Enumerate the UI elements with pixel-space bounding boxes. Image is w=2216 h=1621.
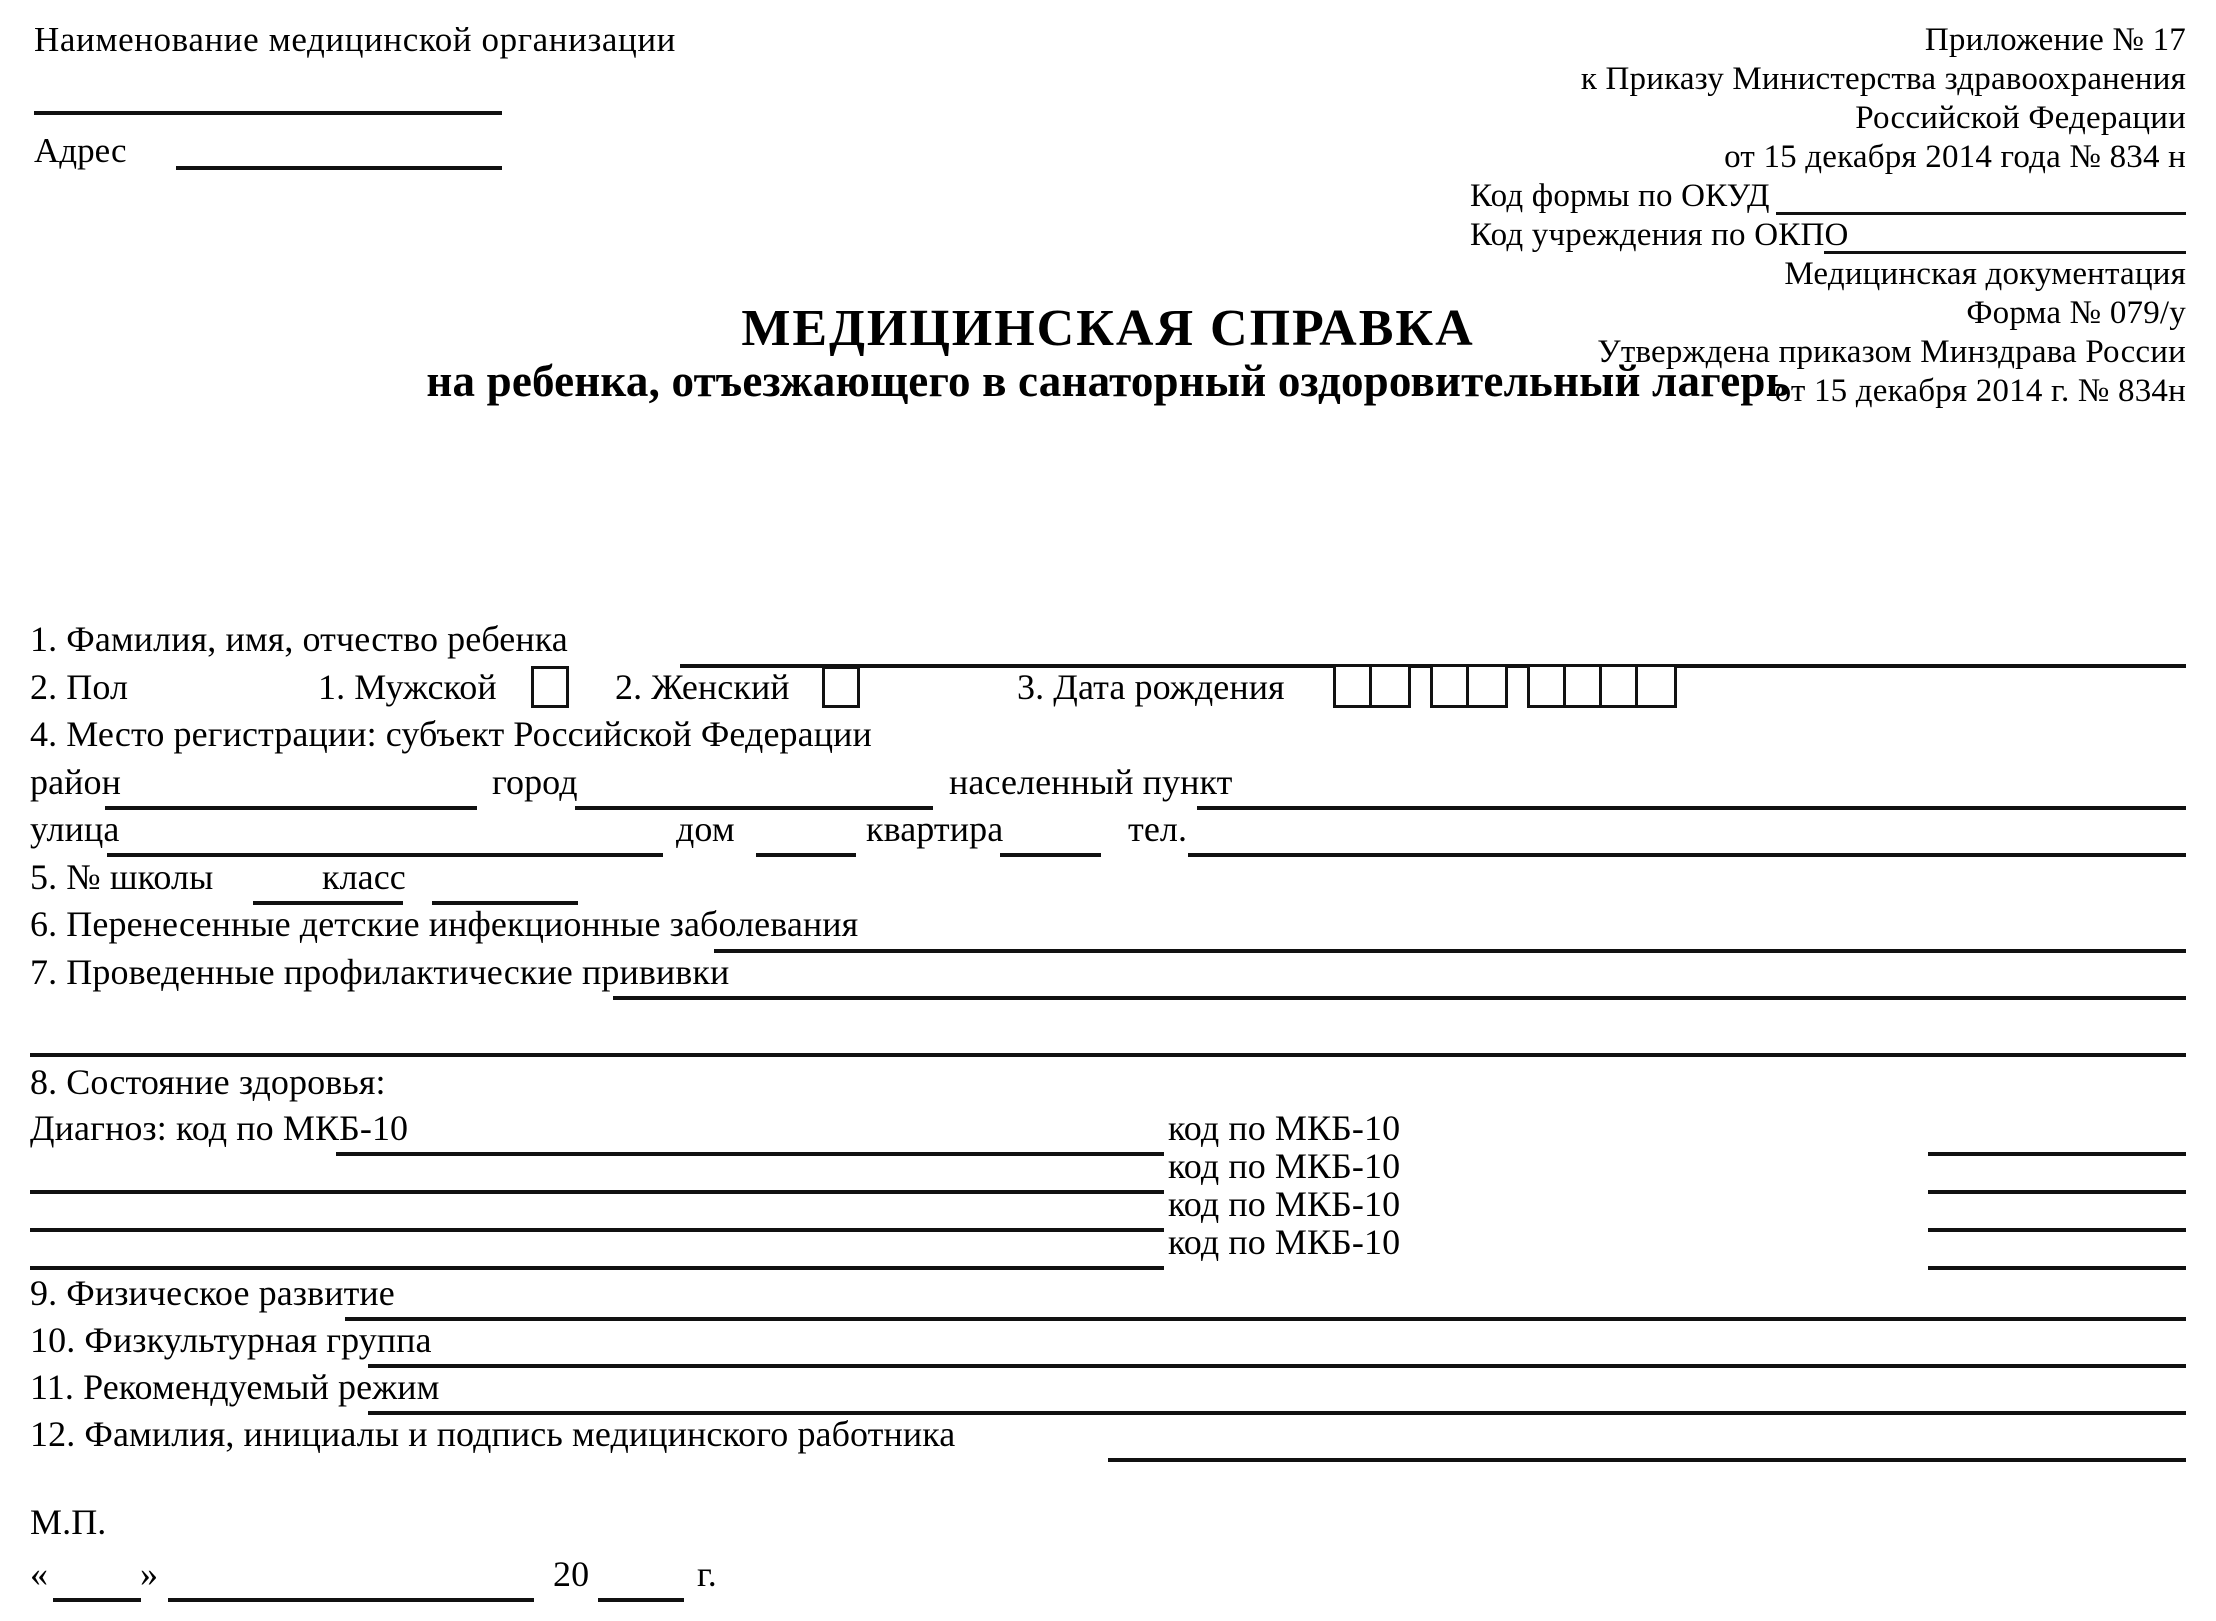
item12-rule[interactable] <box>1108 1458 2186 1462</box>
item1-label: 1. Фамилия, имя, отчество ребенка <box>30 619 568 659</box>
item5-school-label: 5. № школы <box>30 857 214 897</box>
date-year-rule[interactable] <box>598 1598 684 1602</box>
item12-label: 12. Фамилия, инициалы и подпись медицинского работника <box>30 1414 956 1454</box>
date-year-prefix: 20 <box>553 1554 590 1594</box>
item10-label: 10. Физкультурная группа <box>30 1320 432 1360</box>
item8-diagnosis-rule-1[interactable] <box>336 1152 1164 1156</box>
item10-rule[interactable] <box>368 1364 2186 1368</box>
item8-mkb-code-rule-3[interactable] <box>1928 1228 2186 1232</box>
item5-class-label: класс <box>322 857 406 897</box>
dob-day-cell-2[interactable] <box>1369 664 1411 708</box>
item8-diagnosis-rule-2[interactable] <box>30 1190 1164 1194</box>
item7-rule[interactable] <box>613 996 2186 1000</box>
item8-mkb-code-label-3: код по МКБ-10 <box>1168 1184 1401 1224</box>
item8-diagnosis-rule-4[interactable] <box>30 1266 1164 1270</box>
item4-street-label: улица <box>30 809 120 849</box>
item8-label: 8. Состояние здоровья: <box>30 1062 386 1102</box>
item3-label: 3. Дата рождения <box>1017 667 1285 707</box>
item2-option-male-label: 1. Мужской <box>318 667 497 707</box>
item8-mkb-code-label-4: код по МКБ-10 <box>1168 1222 1401 1262</box>
order-date-line: от 15 декабря 2014 года № 834 н <box>1724 139 2186 175</box>
form-number-line: Форма № 079/у <box>1966 295 2186 331</box>
item4-house-label: дом <box>676 809 735 849</box>
date-year-suffix: г. <box>697 1554 717 1594</box>
date-month-rule[interactable] <box>168 1598 534 1602</box>
gender-female-checkbox[interactable] <box>822 666 860 708</box>
date-day-rule[interactable] <box>53 1598 141 1602</box>
stamp-place-label: М.П. <box>30 1502 107 1542</box>
item4-city-label: город <box>492 762 578 802</box>
item4-apartment-label: квартира <box>866 809 1004 849</box>
dob-month-cell-2[interactable] <box>1466 664 1508 708</box>
item4-label: 4. Место регистрации: субъект Российской Федерации <box>30 714 872 754</box>
organization-name-label: Наименование медицинской организации <box>34 20 676 59</box>
item8-mkb-code-label-2: код по МКБ-10 <box>1168 1146 1401 1186</box>
item8-diagnosis-rule-3[interactable] <box>30 1228 1164 1232</box>
item8-mkb-code-rule-2[interactable] <box>1928 1190 2186 1194</box>
item9-label: 9. Физическое развитие <box>30 1273 395 1313</box>
item8-diagnosis-label: Диагноз: код по МКБ-10 <box>30 1108 409 1148</box>
page-title: МЕДИЦИНСКАЯ СПРАВКА <box>741 300 1475 357</box>
okpo-code-rule[interactable] <box>1824 251 2186 254</box>
item7-label: 7. Проведенные профилактические прививки <box>30 952 730 992</box>
item6-label: 6. Перенесенные детские инфекционные заболевания <box>30 904 859 944</box>
item8-mkb-code-label-1: код по МКБ-10 <box>1168 1108 1401 1148</box>
item4-phone-rule[interactable] <box>1188 853 2186 857</box>
address-label: Адрес <box>34 131 127 170</box>
approved-date-line: от 15 декабря 2014 г. № 834н <box>1774 373 2186 409</box>
date-quote-close: » <box>140 1554 159 1594</box>
gender-male-checkbox[interactable] <box>531 666 569 708</box>
item8-mkb-code-rule-1[interactable] <box>1928 1152 2186 1156</box>
item7-continuation-rule[interactable] <box>30 1053 2186 1057</box>
item11-label: 11. Рекомендуемый режим <box>30 1367 440 1407</box>
item9-rule[interactable] <box>345 1317 2186 1321</box>
okpo-code-label: Код учреждения по ОКПО <box>1470 217 1849 253</box>
item8-mkb-code-rule-4[interactable] <box>1928 1266 2186 1270</box>
page-subtitle: на ребенка, отъезжающего в санаторный оздоровительный лагерь <box>426 356 1790 406</box>
address-rule[interactable] <box>176 166 502 170</box>
federation-line: Российской Федерации <box>1855 100 2186 136</box>
okud-code-label: Код формы по ОКУД <box>1470 178 1770 214</box>
item4-locality-label: населенный пункт <box>949 762 1233 802</box>
item2-option-female-label: 2. Женский <box>615 667 790 707</box>
appendix-number-line: Приложение № 17 <box>1924 22 2186 58</box>
item2-label: 2. Пол <box>30 667 129 707</box>
okud-code-rule[interactable] <box>1776 212 2186 215</box>
item4-district-label: район <box>30 762 122 802</box>
dob-year-cell-4[interactable] <box>1635 664 1677 708</box>
organization-name-rule[interactable] <box>34 111 502 115</box>
approved-by-line: Утверждена приказом Минздрава России <box>1597 334 2186 370</box>
item4-phone-label: тел. <box>1128 809 1188 849</box>
item4-district-rule[interactable] <box>105 806 477 810</box>
item4-house-rule[interactable] <box>756 853 856 857</box>
medical-documentation-line: Медицинская документация <box>1784 256 2186 292</box>
item4-locality-rule[interactable] <box>1197 806 2186 810</box>
item6-rule[interactable] <box>714 949 2186 953</box>
date-quote-open: « <box>30 1554 49 1594</box>
item4-apartment-rule[interactable] <box>1000 853 1101 857</box>
ministry-order-line: к Приказу Министерства здравоохранения <box>1580 61 2186 97</box>
